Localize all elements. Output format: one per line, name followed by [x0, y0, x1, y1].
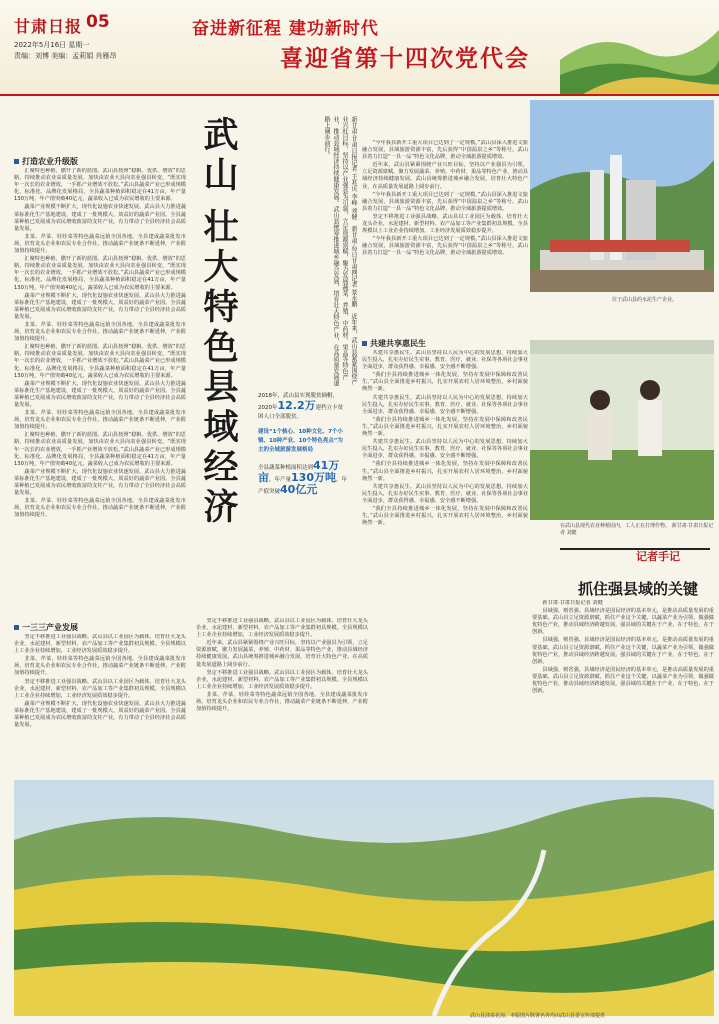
section-heading-2: 一三三产业发展 — [14, 622, 78, 633]
header-slogan: 奋进新征程 建功新时代 — [192, 19, 379, 39]
vertical-intro-text: 新甘肃·甘肃日报记者 王兆庆 李峰 刘健 新甘肃·每日甘肃网记者 景永鹏 近年来，武山县紧紧围绕产业兴旺目标，坚持以产业强县为引领，立足资源禀赋，聚力发展蔬菜、养殖、中药材、果品等特色产业，推动县域经济持续健康发展。武山县统筹推进城乡融合发展，培育壮大特色产业，在高质量发展道路上阔步前行。 — [323, 116, 357, 386]
header-divider — [0, 94, 719, 96]
commentary-body: 新甘肃·甘肃日报记者 刘健 县域强，则省强。县域经济是国民经济的基本单元，是推动高质量发展的重要基础。武山县立足资源禀赋，抓住产业这个关键，以蔬菜产业为引领，做强做优特色产业，推动县域经济跨越发展。强县域的关键在于产业，在于特色，在于创新。 县域强，则省强。县域经济是国民经济的基本单元，是推动高质量发展的重要基础。武山县立足资源禀赋，抓住产业这个关键，以蔬菜产业为引领，做强做优特色产业，推动县域经济跨越发展。强县域的关键在于产业，在于特色，在于创新。 县域强，则省强。县域经济是国民经济的基本单元，是推动高质量发展的重要基础。武山县立足资源禀赋，抓住产业这个关键，以蔬菜产业为引领，做强做优特色产业，推动县域经济跨越发展。强县域的关键在于产业，在于特色，在于创新。 — [532, 600, 714, 695]
newspaper-masthead: 甘肃日报 — [14, 17, 83, 36]
article-column-4b: 共建共享惠民生。武山县坚持以人民为中心的发展思想，持续加大民生投入，扎实办好民生实事，教育、医疗、就业、社保等各项社会事业全面进步，群众获得感、幸福感、安全感不断增强。 “我们全县持续推进城乡一体化发展，坚持在发展中保障和改善民生。”武山县全面推进乡村振兴，扎实开展农村人居环境整治，乡村面貌焕然一新。 共建共享惠民生。武山县坚持以人民为中心的发展思想，持续加大民生投入，扎实办好民生实事，教育、医疗、就业、社保等各项社会事业全面进步，群众获得感、幸福感、安全感不断增强。 “我们全县持续推进城乡一体化发展，坚持在发展中保障和改善民生。”武山县全面推进乡村振兴，扎实开展农村人居环境整治，乡村面貌焕然一新。 共建共享惠民生。武山县坚持以人民为中心的发展思想，持续加大民生投入，扎实办好民生实事，教育、医疗、就业、社保等各项社会事业全面进步，群众获得感、幸福感、安全感不断增强。 “我们全县持续推进城乡一体化发展，坚持在发展中保障和改善民生。”武山县全面推进乡村振兴，扎实开展农村人居环境整治，乡村面貌焕然一新。 共建共享惠民生。武山县坚持以人民为中心的发展思想，持续加大民生投入，扎实办好民生实事，教育、医疗、就业、社保等各项社会事业全面进步，群众获得感、幸福感、安全感不断增强。 “我们全县持续推进城乡一体化发展，坚持在发展中保障和改善民生。”武山县全面推进乡村振兴，扎实开展农村人居环境整治，乡村面貌焕然一新。 — [362, 350, 528, 527]
commentary-top-rule — [560, 548, 710, 550]
rapeseed-field-photo — [14, 780, 714, 1016]
commentary-tag: 记者手记 — [636, 550, 680, 563]
cement-plant-caption: 位于武山县的水泥生产企业。 — [612, 297, 678, 303]
article-column-1: 汇聚特色种植，撒开了新的蓝图。武山县按照“稳粮、优供、增效”的思路，持续推动农业高质量发展，加快由农业大县向农业强县转变。“既实现年一次长的农业增效，一手抓产业增效不放松。”武山县蔬菜产业已形成规模化、标准化、品牌化发展格局，全县蔬菜种植面积稳定在41万亩，年产量130万吨，年产值突破40亿元，蔬菜收入已成为农民增收的主要来源。 蔬菜产业规模不断扩大，现代化设施农业快速发展。武山县大力推进蔬菜标准化生产基地建设，建成了一批规模大、效益好的蔬菜产业园。全县蔬菜种植已发展成为农民增收致富的支柱产业，有力带动了全县经济社会高质量发展。 韭菜、芹菜、娃娃菜等特色蔬菜远销全国各地。全县建成蔬菜批发市场，培育龙头企业和农民专业合作社，推动蔬菜产业链条不断延伸，产业附加值持续提升。 汇聚特色种植，撒开了新的蓝图。武山县按照“稳粮、优供、增效”的思路，持续推动农业高质量发展，加快由农业大县向农业强县转变。“既实现年一次长的农业增效，一手抓产业增效不放松。”武山县蔬菜产业已形成规模化、标准化、品牌化发展格局，全县蔬菜种植面积稳定在41万亩，年产量130万吨，年产值突破40亿元，蔬菜收入已成为农民增收的主要来源。 蔬菜产业规模不断扩大，现代化设施农业快速发展。武山县大力推进蔬菜标准化生产基地建设，建成了一批规模大、效益好的蔬菜产业园。全县蔬菜种植已发展成为农民增收致富的支柱产业，有力带动了全县经济社会高质量发展。 韭菜、芹菜、娃娃菜等特色蔬菜远销全国各地。全县建成蔬菜批发市场，培育龙头企业和农民专业合作社，推动蔬菜产业链条不断延伸，产业附加值持续提升。 汇聚特色种植，撒开了新的蓝图。武山县按照“稳粮、优供、增效”的思路，持续推动农业高质量发展，加快由农业大县向农业强县转变。“既实现年一次长的农业增效，一手抓产业增效不放松。”武山县蔬菜产业已形成规模化、标准化、品牌化发展格局，全县蔬菜种植面积稳定在41万亩，年产量130万吨，年产值突破40亿元，蔬菜收入已成为农民增收的主要来源。 蔬菜产业规模不断扩大，现代化设施农业快速发展。武山县大力推进蔬菜标准化生产基地建设，建成了一批规模大、效益好的蔬菜产业园。全县蔬菜种植已发展成为农民增收致富的支柱产业，有力带动了全县经济社会高质量发展。 韭菜、芹菜、娃娃菜等特色蔬菜远销全国各地。全县建成蔬菜批发市场，培育龙头企业和农民专业合作社，推动蔬菜产业链条不断延伸，产业附加值持续提升。 汇聚特色种植，撒开了新的蓝图。武山县按照“稳粮、优供、增效”的思路，持续推动农业高质量发展，加快由农业大县向农业强县转变。“既实现年一次长的农业增效，一手抓产业增效不放松。”武山县蔬菜产业已形成规模化、标准化、品牌化发展格局，全县蔬菜种植面积稳定在41万亩，年产量130万吨，年产值突破40亿元，蔬菜收入已成为农民增收的主要来源。 蔬菜产业规模不断扩大，现代化设施农业快速发展。武山县大力推进蔬菜标准化生产基地建设，建成了一批规模大、效益好的蔬菜产业园。全县蔬菜种植已发展成为农民增收致富的支柱产业，有力带动了全县经济社会高质量发展。 韭菜、芹菜、娃娃菜等特色蔬菜远销全国各地。全县建成蔬菜批发市场，培育龙头企业和农民专业合作社，推动蔬菜产业链条不断延伸，产业附加值持续提升。 — [14, 168, 186, 519]
greenhouse-workers-caption: 在武山县现代农业种植园内，工人正在打理作物。 新甘肃·甘肃日报记者 刘健 — [560, 523, 714, 536]
cement-plant-photo — [530, 100, 714, 292]
editor-credits: 责编：刘博 美编：孟莉娟 肖雁昂 — [14, 52, 117, 60]
section-heading-3: 共建共享惠民生 — [362, 338, 426, 349]
greenhouse-workers-photo — [530, 340, 714, 520]
page-number: 05 — [86, 12, 110, 32]
article-column-3: 坚定不移推进工业强县战略。武山县以工业园区为载体，培育壮大龙头企业，水泥建材、新型材料、农产品加工等产业集群初具规模。全县规模以上工业企业持续增加，工业经济发展质效稳步提升。 近年来，武山县紧紧围绕产业兴旺目标，坚持以产业强县为引领，立足资源禀赋，聚力发展蔬菜、养殖、中药材、果品等特色产业，推动县域经济持续健康发展。武山县统筹推进城乡融合发展，培育壮大特色产业，在高质量发展道路上阔步前行。 坚定不移推进工业强县战略。武山县以工业园区为载体，培育壮大龙头企业，水泥建材、新型材料、农产品加工等产业集群初具规模。全县规模以上工业企业持续增加，工业经济发展质效稳步提升。 韭菜、芹菜、娃娃菜等特色蔬菜远销全国各地。全县建成蔬菜批发市场，培育龙头企业和农民专业合作社，推动蔬菜产业链条不断延伸，产业附加值持续提升。 — [196, 618, 368, 713]
stat-vegetables: 全县蔬菜种植面积达到41万亩，年产量130万吨，年产值突破40亿元 — [258, 459, 347, 496]
issue-date: 2022年5月16日 星期一 — [14, 41, 90, 49]
congress-banner-title: 喜迎省第十四次党代会 — [280, 45, 530, 72]
article-column-4: “今年我县新开工重大项目已达到了一定规模。”武山县深入推进文旅融合发展，县域旅游资源丰富，先后获得“中国温泉之乡”等称号。武山县着力打造“一县一品”特色文化品牌，推动全域旅游提质增效。 近年来，武山县紧紧围绕产业兴旺目标，坚持以产业强县为引领，立足资源禀赋，聚力发展蔬菜、养殖、中药材、果品等特色产业，推动县域经济持续健康发展。武山县统筹推进城乡融合发展，培育壮大特色产业，在高质量发展道路上阔步前行。 “今年我县新开工重大项目已达到了一定规模。”武山县深入推进文旅融合发展，县域旅游资源丰富，先后获得“中国温泉之乡”等称号。武山县着力打造“一县一品”特色文化品牌，推动全域旅游提质增效。 坚定不移推进工业强县战略。武山县以工业园区为载体，培育壮大龙头企业，水泥建材、新型材料、农产品加工等产业集群初具规模。全县规模以上工业企业持续增加，工业经济发展质效稳步提升。 “今年我县新开工重大项目已达到了一定规模。”武山县深入推进文旅融合发展，县域旅游资源丰富，先后获得“中国温泉之乡”等称号。武山县着力打造“一县一品”特色文化品牌，推动全域旅游提质增效。 — [362, 140, 528, 257]
header-landscape-art — [560, 0, 719, 96]
stat-tourism: 建设“1个核心、10种文化、7个小镇、10种产业、10个特色亮点”为主的全域旅游发展格局 — [258, 429, 343, 453]
rapeseed-field-caption: 武山县油菜花海。本版图片除署名外均由武山县委宣传部提供 — [470, 1013, 606, 1019]
stats-callout — [258, 392, 348, 572]
stat-poverty: 2018年，武山县实现脱贫摘帽，2020年12.2万建档立卡贫困人口全部脱贫。 — [258, 393, 344, 420]
commentary-title: 抓住强县域的关键 — [578, 580, 699, 598]
article-column-1b: 坚定不移推进工业强县战略。武山县以工业园区为载体，培育壮大龙头企业，水泥建材、新型材料、农产品加工等产业集群初具规模。全县规模以上工业企业持续增加，工业经济发展质效稳步提升。 韭菜、芹菜、娃娃菜等特色蔬菜远销全国各地。全县建成蔬菜批发市场，培育龙头企业和农民专业合作社，推动蔬菜产业链条不断延伸，产业附加值持续提升。 坚定不移推进工业强县战略。武山县以工业园区为载体，培育壮大龙头企业，水泥建材、新型材料、农产品加工等产业集群初具规模。全县规模以上工业企业持续增加，工业经济发展质效稳步提升。 蔬菜产业规模不断扩大，现代化设施农业快速发展。武山县大力推进蔬菜标准化生产基地建设，建成了一批规模大、效益好的蔬菜产业园。全县蔬菜种植已发展成为农民增收致富的支柱产业，有力带动了全县经济社会高质量发展。 — [14, 634, 186, 729]
section-heading-1: 打造农业升级版 — [14, 156, 78, 167]
article-headline: 武 山 壮 大 特 色 县 域 经 济 — [203, 115, 239, 528]
